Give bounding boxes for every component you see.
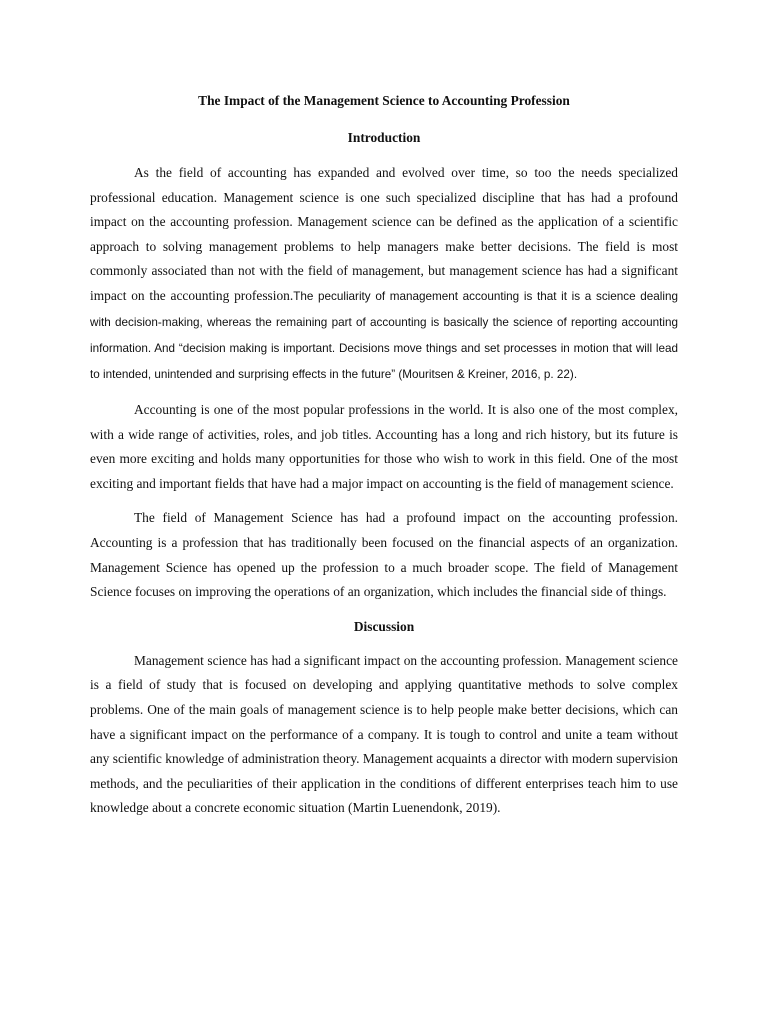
introduction-paragraph-1-serif-text: As the field of accounting has expanded and evolved over time, so too the needs specialized professional education. Management science is one such specialized discipline that has had a profound impact on the accounting profession. Management science can be defined as the application of a scientific approach to solving management problems to help managers make better decisions. The field is most commonly associated than not with the field of management, but management science has had a significant impact on the accounting profession. <box>90 165 678 303</box>
discussion-paragraph-1: Management science has had a significant impact on the accounting profession. Management science is a field of study that is focused on developing and applying quantitative methods to solve complex problems. One of the main goals of management science is to help people make better decisions, which can have a significant impact on the performance of a company. It is tough to control and unite a team without any scientific knowledge of administration theory. Management acquaints a director with modern supervision methods, and the peculiarities of their application in the conditions of different enterprises teach him to use knowledge about a concrete economic situation (Martin Luenendonk, 2019). <box>90 652 678 816</box>
discussion-heading: Discussion <box>353 618 415 634</box>
document-body <box>90 90 678 832</box>
document-title: The Impact of the Management Science to Accounting Profession <box>198 93 570 108</box>
introduction-paragraph-1-sans-text: The peculiarity of management accounting is that it is a science dealing with decision-making, whereas the remaining part of accounting is basically the science of reporting accounting information. And “decision making is important. Decisions move things and set processes in motion that will lead to intended, unintended and surprising effects in the future” (Mouritsen & Kreiner, 2016, p. 22). <box>90 289 678 381</box>
introduction-paragraph-2: Accounting is one of the most popular professions in the world. It is also one of the most complex, with a wide range of activities, roles, and job titles. Accounting has a long and rich history, but its future is even more exciting and holds many opportunities for those who wish to work in this field. One of the most exciting and important fields that have had a major impact on accounting is the field of management science. <box>90 401 678 491</box>
introduction-paragraph-1 <box>90 161 678 388</box>
introduction-heading: Introduction <box>347 130 421 145</box>
introduction-paragraph-3: The field of Management Science has had a profound impact on the accounting profession. Accounting is a profession that has traditionally been focused on the financial aspects of an organization. Management Science has opened up the profession to a much broader scope. The field of Management Science focuses on improving the operations of an organization, which includes the financial side of things. <box>90 510 678 600</box>
